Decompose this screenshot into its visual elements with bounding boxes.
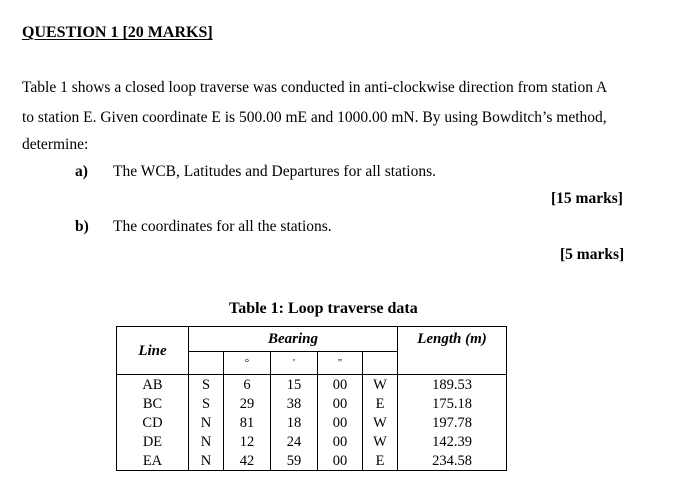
ns-unit-cell <box>189 352 224 375</box>
question-heading: QUESTION 1 [20 MARKS] <box>22 24 213 41</box>
ns-cell: N <box>189 451 224 471</box>
length-cell: 189.53 <box>398 375 507 395</box>
ew-cell: E <box>363 394 398 413</box>
minutes-cell: 59 <box>271 451 318 471</box>
item-a-label: a) <box>75 163 88 180</box>
degree-unit: ° <box>224 352 271 375</box>
item-a-marks: [15 marks] <box>551 190 623 207</box>
ns-cell: N <box>189 432 224 451</box>
ew-cell: W <box>363 413 398 432</box>
item-b-marks: [5 marks] <box>560 246 625 263</box>
line-header: Line <box>117 327 189 375</box>
second-unit: " <box>318 352 363 375</box>
seconds-cell: 00 <box>318 394 363 413</box>
line-cell: AB <box>117 375 189 395</box>
length-header: Length (m) <box>398 327 507 375</box>
minutes-cell: 18 <box>271 413 318 432</box>
degrees-cell: 12 <box>224 432 271 451</box>
degrees-cell: 29 <box>224 394 271 413</box>
table-row <box>117 375 507 395</box>
line-cell: EA <box>117 451 189 471</box>
seconds-cell: 00 <box>318 451 363 471</box>
item-b-label: b) <box>75 218 89 235</box>
minutes-cell: 24 <box>271 432 318 451</box>
traverse-table <box>116 326 507 471</box>
table-row <box>117 432 507 451</box>
length-cell: 234.58 <box>398 451 507 471</box>
length-cell: 175.18 <box>398 394 507 413</box>
degrees-cell: 6 <box>224 375 271 395</box>
line-cell: BC <box>117 394 189 413</box>
ew-cell: W <box>363 375 398 395</box>
length-cell: 142.39 <box>398 432 507 451</box>
ns-cell: N <box>189 413 224 432</box>
ns-cell: S <box>189 375 224 395</box>
table-row <box>117 413 507 432</box>
seconds-cell: 00 <box>318 375 363 395</box>
ew-unit-cell <box>363 352 398 375</box>
table-header-row <box>117 327 507 352</box>
paragraph-line-3: determine: <box>22 136 89 153</box>
ew-cell: E <box>363 451 398 471</box>
seconds-cell: 00 <box>318 432 363 451</box>
line-cell: DE <box>117 432 189 451</box>
minutes-cell: 38 <box>271 394 318 413</box>
degrees-cell: 42 <box>224 451 271 471</box>
paragraph-line-1: Table 1 shows a closed loop traverse was conducted in anti-clockwise direction from station A <box>22 79 608 96</box>
length-cell: 197.78 <box>398 413 507 432</box>
table-row <box>117 394 507 413</box>
line-cell: CD <box>117 413 189 432</box>
minutes-cell: 15 <box>271 375 318 395</box>
minute-unit: ' <box>271 352 318 375</box>
ew-cell: W <box>363 432 398 451</box>
item-a-text: The WCB, Latitudes and Departures for all stations. <box>113 163 436 180</box>
table-caption: Table 1: Loop traverse data <box>229 300 418 317</box>
degrees-cell: 81 <box>224 413 271 432</box>
table-row <box>117 451 507 471</box>
seconds-cell: 00 <box>318 413 363 432</box>
paragraph-line-2: to station E. Given coordinate E is 500.00 mE and 1000.00 mN. By using Bowditch’s method, <box>22 109 607 126</box>
item-b-text: The coordinates for all the stations. <box>113 218 332 235</box>
ns-cell: S <box>189 394 224 413</box>
bearing-header: Bearing <box>189 327 398 352</box>
